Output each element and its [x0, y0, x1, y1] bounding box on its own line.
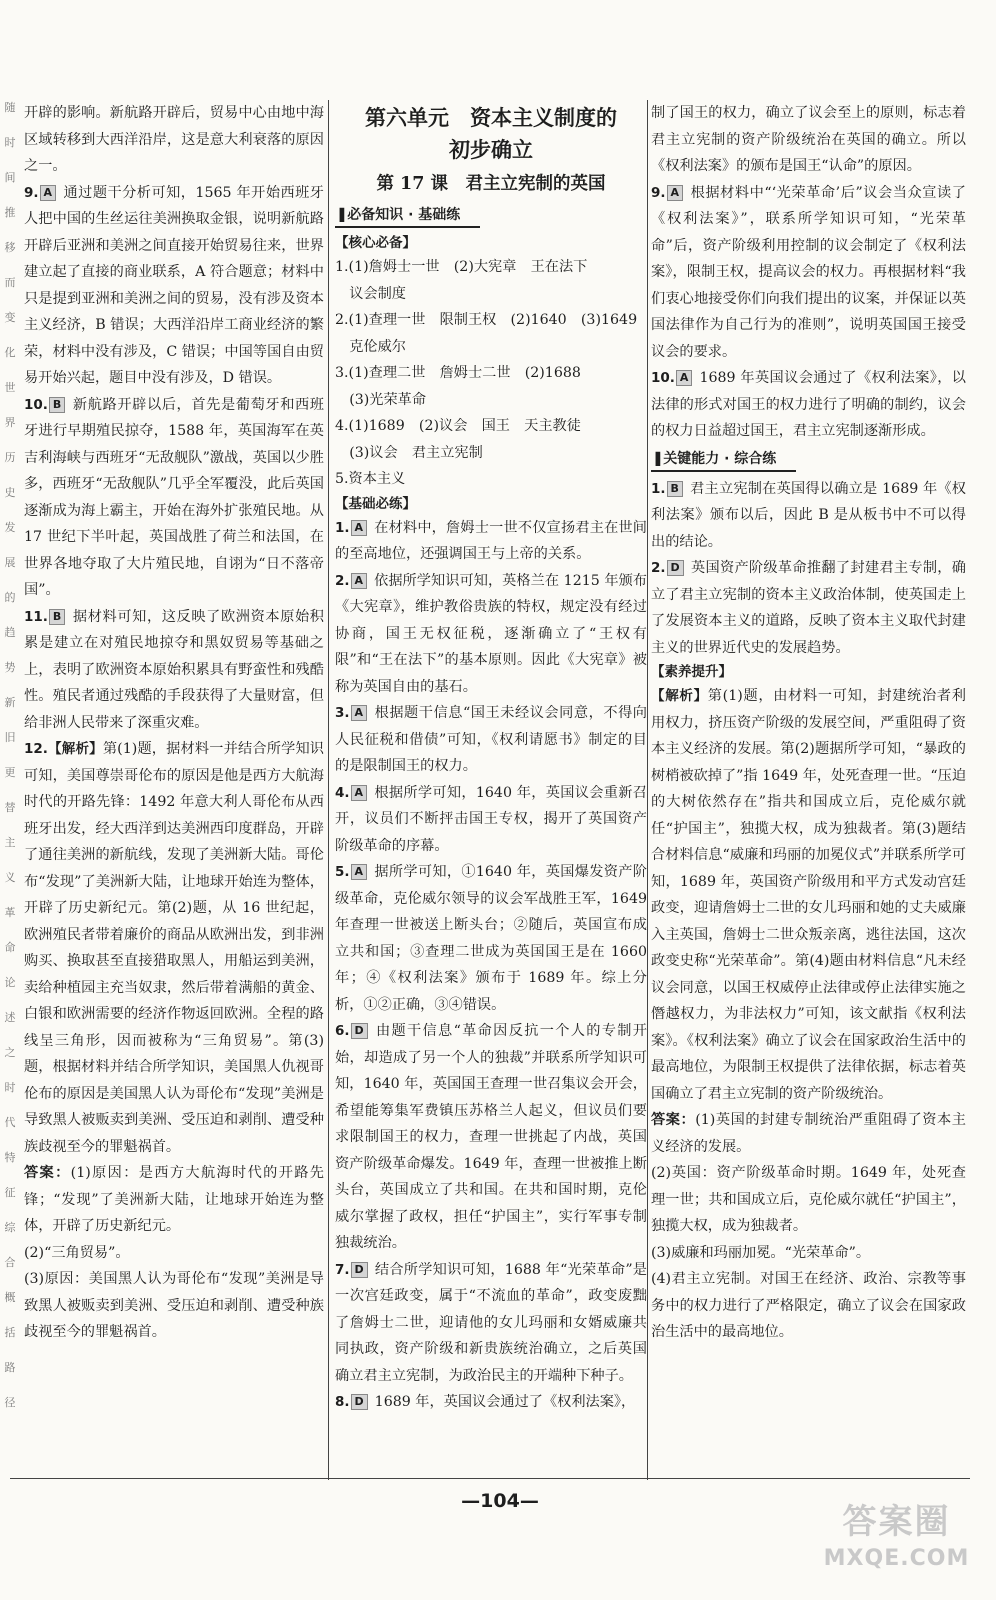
paragraph: (3)原因：美国黑人认为哥伦布“发现”美洲是导致黑人被贩卖到美洲、受压迫和剥削、遭受种族歧视至今的罪魁祸首。 [24, 1271, 324, 1340]
question-item [335, 700, 647, 780]
edge-glyph: 路 [4, 1361, 16, 1374]
question-explanation: 在材料中，詹姆士一世不仅宣扬君主在世间的至高地位，还强调国王与上帝的关系。 [335, 519, 647, 562]
edge-glyph: 而 [4, 276, 16, 289]
question-list [651, 476, 966, 662]
question-item [24, 392, 324, 604]
edge-glyph: 替 [4, 801, 16, 814]
edge-glyph: 论 [4, 976, 16, 989]
question-explanation: 由题干信息“革命因反抗一个人的专制开始，却造成了另一个人的独裁”并联系所学知识可知，1640 年，英国国王查理一世召集议会开会，希望能筹集军费镇压苏格兰人起义，但议员们要求限制国王的权力，查理一世挑起了内战，英国资产阶级革命爆发。1649 年，查理一世被推上断头台，英国成立了共和国。在共和国时期，克伦威尔掌握了政权，担任“护国主”，实行军事专制独裁统治。 [335, 1023, 647, 1251]
question-explanation: 根据材料中“‘光荣革命’后”议会当众宣读了《权利法案》”，联系所学知识可知，“光荣革命”后，资产阶级利用控制的议会制定了《权利法案》，限制王权，提高议会的权力。再根据材料“我们衷心地接受你们向我们提出的议案，并保证以英国法律作为自己行为的准则”，说明英国国王接受议会的要求。 [651, 184, 966, 360]
subsection-heading: 【基础必练】 [335, 495, 416, 512]
edge-glyph: 的 [4, 591, 16, 604]
question-number: 7. [335, 1261, 350, 1278]
edge-glyph: 历 [4, 451, 16, 464]
core-answer-line: 5.资本主义 [335, 471, 406, 487]
edge-glyph: 间 [4, 171, 16, 184]
edge-glyph: 述 [4, 1011, 16, 1024]
edge-glyph: 主 [4, 836, 16, 849]
core-answer-list [335, 254, 647, 493]
answer-choice-badge: A [40, 185, 57, 201]
edge-glyph: 径 [4, 1396, 16, 1409]
question-item [335, 1018, 647, 1257]
question-list [651, 180, 966, 445]
section-heading: ▐ 必备知识 · 基础练 [335, 204, 480, 228]
paragraph: 开辟的影响。新航路开辟后，贸易中心由地中海区域转移到大西洋沿岸，这是意大利衰落的原因之一。 [24, 105, 324, 174]
answer-line: (3)威廉和玛丽加冕。“光荣革命”。 [651, 1244, 871, 1261]
answer-label: 答案： [24, 1165, 71, 1181]
answer-line: (4)君主立宪制。对国王在经济、政治、宗教等事务中的权力进行了严格限定，确立了议会在国家政治生活中的最高地位。 [651, 1271, 966, 1340]
edge-glyph: 随 [4, 101, 16, 114]
edge-glyph: 之 [4, 1046, 16, 1059]
question-item [335, 515, 647, 568]
answer-choice-badge: B [49, 609, 65, 625]
question-item [24, 180, 324, 392]
question-item [335, 1257, 647, 1390]
left-column [24, 100, 324, 1475]
edge-glyph: 括 [4, 1326, 16, 1339]
answer-choice-badge: A [351, 573, 368, 589]
answer-label: 答案： [651, 1112, 696, 1128]
edge-glyph: 综 [4, 1221, 16, 1234]
question-item [335, 780, 647, 860]
edge-glyph: 史 [4, 486, 16, 499]
answer-choice-badge: B [667, 481, 683, 497]
analysis-label: 【解析】 [47, 741, 103, 757]
answer-paragraph [24, 1160, 324, 1240]
edge-glyph: 趋 [4, 626, 16, 639]
answer-choice-badge: A [351, 520, 368, 536]
answer-choice-badge: A [351, 785, 368, 801]
question-explanation: 1689 年英国议会通过了《权利法案》，以法律的形式对国王的权力进行了明确的制约，议会的权力日益超过国王，君主立宪制逐渐形成。 [651, 370, 966, 439]
question-number: 6. [335, 1023, 350, 1039]
question-number: 10. [651, 370, 675, 386]
answer-choice-badge: D [351, 1262, 368, 1278]
edge-glyph: 推 [4, 206, 16, 219]
question-explanation: 英国资产阶级革命推翻了封建君主专制，确立了君主立宪制的资本主义政治体制，使英国走上了发展资本主义的道路，反映了资本主义取代封建主义的世界近代史的发展趋势。 [651, 560, 966, 656]
edge-glyph: 特 [4, 1151, 16, 1164]
answer-choice-badge: D [351, 1394, 368, 1410]
question-number: 11. [24, 608, 48, 625]
answer-choice-badge: A [676, 370, 693, 386]
question-number: 12. [24, 741, 48, 757]
core-answer-line: 2.(1)查理一世 限制王权 (2)1640 (3)1649 [335, 312, 638, 328]
core-answer-line: 议会制度 [335, 285, 406, 302]
question-item [335, 859, 647, 1018]
edge-glyph: 时 [4, 136, 16, 149]
core-answer-line: 克伦威尔 [335, 338, 406, 355]
section-heading: ▐ 关键能力 · 综合练 [651, 448, 796, 472]
column-divider [647, 100, 648, 1480]
unit-title-line-2: 初步确立 [449, 137, 533, 162]
edge-glyph: 移 [4, 241, 16, 254]
question-explanation: 第(1)题，据材料一并结合所学知识可知，美国尊崇哥伦布的原因是他是西方大航海时代的开路先锋：1492 年意大利人哥伦布从西班牙出发，经大西洋到达美洲西印度群岛，开辟了通往美洲的新航线，发现了美洲新大陆。哥伦布“发现”了美洲新大陆，让地球开始连为整体，开辟了历史新纪元。第(2)题，从 16 世纪起，欧洲殖民者带着廉价的商品从欧洲出发，到非洲购买、换取甚至直接猎取黑人，用船运到美洲，卖给种植园主充当奴隶，然后带着满船的黄金、白银和欧洲需要的经济作物返回欧洲。全程的路线呈三角形，因而被称为“三角贸易”。第(3)题，根据材料并结合所学知识，美国黑人仇视哥伦布的原因是美国黑人认为哥伦布“发现”美洲是导致黑人被贩卖到美洲、受压迫和剥削、遭受种族歧视至今的罪魁祸首。 [24, 741, 324, 1155]
question-number: 8. [335, 1394, 350, 1410]
question-item [335, 568, 647, 701]
answer-choice-badge: D [667, 560, 684, 576]
question-item [651, 555, 966, 661]
watermark-text: 答案圈 [842, 1502, 951, 1542]
question-item [651, 476, 966, 556]
watermark-logo [819, 1500, 974, 1590]
middle-column [335, 102, 647, 1477]
question-number: 9. [24, 184, 39, 201]
edge-glyph: 新 [4, 696, 16, 709]
answer-choice-badge: A [351, 864, 368, 880]
question-explanation: 依据所学知识可知，英格兰在 1215 年颁布《大宪章》，维护教俗贵族的特权，规定没有经过协商，国王无权征税，逐渐确立了“王权有限”和“王在法下”的基本原则。因此《大宪章》被称为英国自由的基石。 [335, 572, 647, 695]
question-explanation: 通过题干分析可知，1565 年开始西班牙人把中国的生丝运往美洲换取金银，说明新航路开辟后亚洲和美洲之间直接开始贸易往来，世界建立起了直接的商业联系，A 符合题意；材料中只是提到亚洲和美洲之间的贸易，没有涉及资本主义经济，B 错误；大西洋沿岸工商业经济的繁荣，材料中没有涉及，C 错误；中国等国自由贸易开始兴起，题目中没有涉及，D 错误。 [24, 184, 324, 386]
question-item [24, 736, 324, 1160]
core-answer-line: 4.(1)1689 (2)议会 国王 天主教徒 [335, 418, 581, 434]
answer-choice-badge: A [667, 185, 684, 201]
question-number: 2. [335, 572, 350, 589]
answer-choice-badge: B [49, 397, 65, 413]
column-divider [328, 100, 329, 1480]
question-explanation: 据所学可知，①1640 年，英国爆发资产阶级革命，克伦威尔领导的议会军战胜王军，1649 年查理一世被送上断头台；②随后，英国宣布成立共和国；③查理二世成为英国国王是在 1660 年；④《权利法案》颁布于 1689 年。综上分析，①②正确，③④错误。 [335, 864, 647, 1013]
edge-glyph: 展 [4, 556, 16, 569]
edge-glyph: 概 [4, 1291, 16, 1304]
page-number: —104— [461, 1490, 539, 1512]
core-answer-line: (3)光荣革命 [335, 391, 427, 408]
edge-glyph: 征 [4, 1186, 16, 1199]
edge-glyph: 界 [4, 416, 16, 429]
edge-glyph: 世 [4, 381, 16, 394]
question-number: 10. [24, 396, 48, 413]
edge-glyph: 势 [4, 661, 16, 674]
edge-glyph: 义 [4, 871, 16, 884]
edge-glyph: 发 [4, 521, 16, 534]
edge-glyph: 旧 [4, 731, 16, 744]
question-explanation: 根据所学可知，1640 年，英国议会重新召开，议员们不断抨击国王专权，揭开了英国资产阶级革命的序幕。 [335, 784, 647, 854]
question-explanation: 新航路开辟以后，首先是葡萄牙和西班牙进行早期殖民掠夺，1588 年，英国海军在英吉利海峡与西班牙“无敌舰队”激战，英国以少胜多，西班牙“无敌舰队”几乎全军覆没，此后英国逐渐成为海上霸主，开始在海外扩张殖民地。从 17 世纪下半叶起，英国战胜了荷兰和法国，在世界各地夺取了大片殖民地，自诩为“日不落帝国”。 [24, 396, 324, 598]
edge-glyph: 时 [4, 1081, 16, 1094]
edge-glyph: 合 [4, 1256, 16, 1269]
question-number: 9. [651, 184, 666, 201]
question-number: 5. [335, 864, 350, 880]
core-answer-line: (3)议会 君主立宪制 [335, 444, 483, 461]
lesson-title: 第 17 课 君主立宪制的英国 [376, 174, 606, 194]
core-answer-line: 3.(1)查理二世 詹姆士二世 (2)1688 [335, 365, 581, 381]
question-item [651, 365, 966, 445]
question-explanation: 1689 年，英国议会通过了《权利法案》， [374, 1394, 636, 1410]
edge-glyph: 变 [4, 311, 16, 324]
question-number: 1. [651, 480, 666, 497]
question-number: 2. [651, 560, 666, 576]
continued-text: 制了国王的权力，确立了议会至上的原则，标志着君主立宪制的资产阶级统治在英国的确立。所以《权利法案》的颁布是国王“认命”的原因。 [651, 105, 966, 174]
watermark-url: MXQE.COM [823, 1546, 970, 1571]
analysis-label: 【解析】 [651, 688, 708, 704]
edge-glyph: 代 [4, 1116, 16, 1129]
footer-rule [10, 1478, 970, 1479]
question-number: 4. [335, 784, 350, 801]
subsection-heading: 【素养提升】 [651, 664, 732, 680]
basic-practice-list [335, 515, 647, 1416]
question-item [24, 604, 324, 737]
question-number: 1. [335, 519, 350, 536]
question-item [651, 180, 966, 366]
question-explanation: 根据题干信息“国王未经议会同意，不得向人民征税和借债”可知，《权利请愿书》制定的目的是限制国王的权力。 [335, 705, 647, 774]
unit-title: 第六单元 资本主义制度的 [365, 105, 617, 130]
right-column [651, 100, 966, 1475]
question-explanation: 据材料可知，这反映了欧洲资本原始积累是建立在对殖民地掠夺和黑奴贸易等基础之上，表明了欧洲资本原始积累具有野蛮性和残酷性。殖民者通过残酷的手段获得了大量财富，但给非洲人民带来了深重灾难。 [24, 608, 324, 731]
paragraph: (2)“三角贸易”。 [24, 1244, 130, 1261]
analysis-text: 第(1)题，由材料一可知，封建统治者利用权力，挤压资产阶级的发展空间，严重阻碍了资本主义经济的发展。第(2)题据所学可知，“暴政的树梢被砍掉了”指 1649 年，处死查理一世。“压迫的大树依然存在”指共和国成立后，克伦威尔就任“护国主”，独揽大权，成为独裁者。第(3)题结合材料信息“威廉和玛丽的加冕仪式”并联系所学可知，1689 年，英国资产阶级用和平方式发动宫廷政变，迎请詹姆士二世的女儿玛丽和她的丈夫威廉入主英国，詹姆士二世众叛亲离，逃往法国，这次政变史称“光荣革命”。第(4)题由材料信息“凡未经议会同意，以国王权威停止法律或停止法律实施之僭越权力，为非法权力”可知，该文献指《权利法案》。《权利法案》确立了议会在国家政治生活中的最高地位，为限制王权提供了法律依据，标志着英国确立了君主立宪制的资产阶级统治。 [651, 688, 966, 1102]
answer-line: (1)英国的封建专制统治严重阻碍了资本主义经济的发展。 [651, 1112, 966, 1155]
edge-glyph: 命 [4, 941, 16, 954]
question-explanation: 结合所学知识可知，1688 年“光荣革命”是一次宫廷政变，属于“不流血的革命”，政变废黜了詹姆士二世，迎请他的女儿玛丽和女婿威廉共同执政，资产阶级和新贵族统治确立，之后英国确立君主立宪制，为政治民主的开端种下种子。 [335, 1261, 647, 1384]
answer-text: (1)原因：是西方大航海时代的开路先锋；“发现”了美洲新大陆，让地球开始连为整体，开辟了历史新纪元。 [24, 1165, 324, 1234]
binding-edge-text [0, 90, 20, 1480]
answer-line: (2)英国：资产阶级革命时期。1649 年，处死查理一世；共和国成立后，克伦威尔就任“护国主”，独揽大权，成为独裁者。 [651, 1165, 966, 1234]
question-explanation: 君主立宪制在英国得以确立是 1689 年《权利法案》颁布以后，因此 B 是从板书中不可以得出的结论。 [651, 480, 966, 550]
question-item [335, 1389, 647, 1416]
edge-glyph: 更 [4, 766, 16, 779]
core-answer-line: 1.(1)詹姆士一世 (2)大宪章 王在法下 [335, 259, 588, 275]
subsection-heading: 【核心必备】 [335, 235, 416, 251]
answer-choice-badge: A [351, 705, 368, 721]
question-number: 3. [335, 705, 350, 721]
answer-choice-badge: D [351, 1023, 368, 1039]
edge-glyph: 革 [4, 906, 16, 919]
edge-glyph: 化 [4, 346, 16, 359]
